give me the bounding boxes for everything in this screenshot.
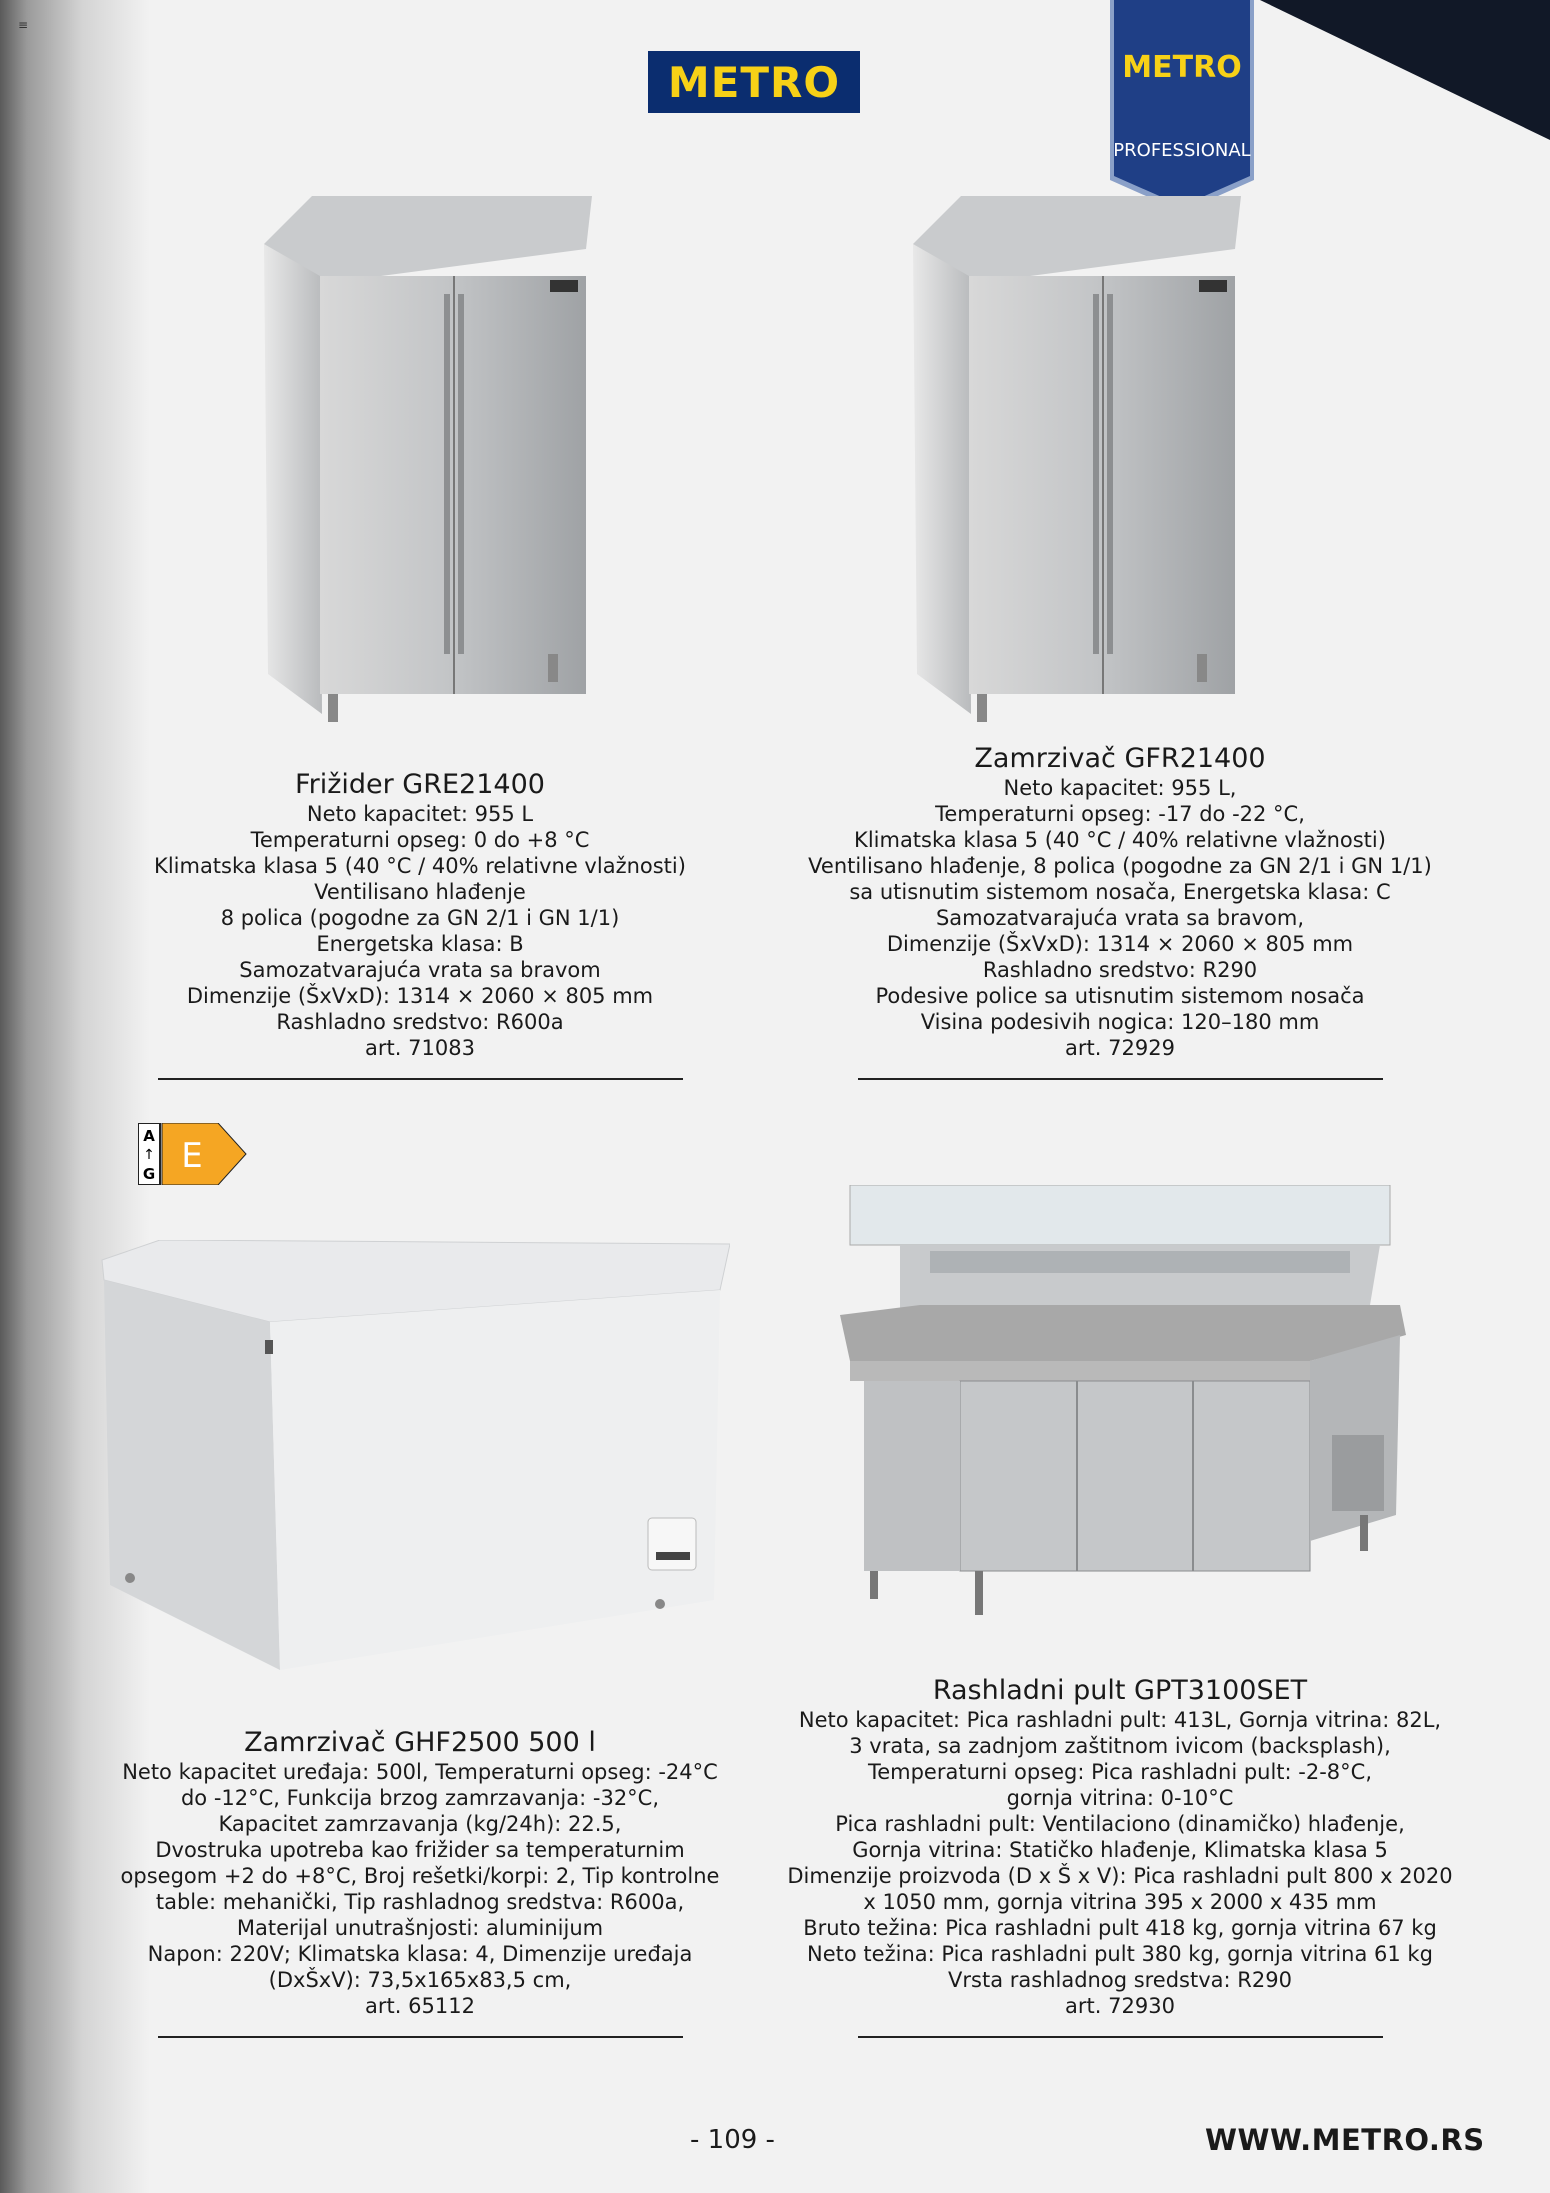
spec-line: Klimatska klasa 5 (40 °C / 40% relativne vlažnosti) <box>154 854 686 878</box>
spec-line: Bruto težina: Pica rashladni pult 418 kg, gornja vitrina 67 kg <box>803 1916 1437 1940</box>
spec-line: gornja vitrina: 0-10°C <box>1006 1786 1234 1810</box>
spec-line: opsegom +2 do +8°C, Broj rešetki/korpi: 2, Tip kontrolne <box>120 1864 720 1888</box>
menu-icon[interactable]: ≡ <box>18 18 29 32</box>
metro-logo <box>648 51 860 113</box>
spec-line: table: mehanički, Tip rashladnog sredstva: R600a, <box>155 1890 685 1914</box>
energy-scale-bottom: G <box>142 1165 156 1183</box>
logo-text: METRO <box>667 57 841 107</box>
spec-line: Visina podesivih nogica: 120–180 mm <box>920 1010 1320 1034</box>
spec-line: sa utisnutim sistemom nosača, Energetska klasa: C <box>849 880 1391 904</box>
spec-line: Rashladno sredstvo: R290 <box>982 958 1258 982</box>
corner-decoration <box>1260 0 1550 140</box>
article-number: art. 72930 <box>1065 1994 1175 2018</box>
divider <box>858 2036 1383 2038</box>
spec-line: Neto kapacitet uređaja: 500l, Temperaturni opseg: -24°C <box>122 1760 718 1784</box>
article-number: art. 65112 <box>365 1994 475 2018</box>
spec-line: Samozatvarajuća vrata sa bravom, <box>935 906 1305 930</box>
spec-line: Ventilisano hlađenje <box>314 880 526 904</box>
spec-line: Neto kapacitet: 955 L, <box>1003 776 1237 800</box>
product-caption-ghf2500 <box>110 1728 730 2019</box>
chest-freezer-ghf2500-image <box>100 1240 730 1680</box>
product-caption-gfr21400 <box>790 744 1450 1061</box>
spec-line: Materijal unutrašnjosti: aluminijum <box>236 1916 604 1940</box>
spec-line: 3 vrata, sa zadnjom zaštitnom ivicom (backsplash), <box>849 1734 1391 1758</box>
divider <box>158 2036 683 2038</box>
product-title: Zamrzivač GFR21400 <box>974 743 1266 774</box>
spec-line: Vrsta rashladnog sredstva: R290 <box>948 1968 1292 1992</box>
energy-scale-top: A <box>143 1127 155 1145</box>
spec-line: Kapacitet zamrzavanja (kg/24h): 22.5, <box>218 1812 622 1836</box>
metro-professional-badge <box>1106 0 1258 212</box>
spec-line: Napon: 220V; Klimatska klasa: 4, Dimenzije uređaja <box>147 1942 693 1966</box>
spec-line: Rashladno sredstvo: R600a <box>276 1010 564 1034</box>
spec-line: Podesive police sa utisnutim sistemom nosača <box>875 984 1365 1008</box>
spec-line: x 1050 mm, gornja vitrina 395 x 2000 x 435 mm <box>863 1890 1377 1914</box>
spec-line: Neto kapacitet: 955 L <box>306 802 534 826</box>
product-caption-gre21400 <box>140 770 700 1061</box>
spec-line: Pica rashladni pult: Ventilaciono (dinamičko) hlađenje, <box>835 1812 1405 1836</box>
footer-url-link[interactable]: WWW.METRO.RS <box>1205 2123 1485 2157</box>
spec-line: Neto kapacitet: Pica rashladni pult: 413L, Gornja vitrina: 82L, <box>798 1708 1442 1732</box>
spec-line: Dimenzije (ŠxVxD): 1314 × 2060 × 805 mm <box>886 932 1354 956</box>
product-title: Rashladni pult GPT3100SET <box>932 1675 1308 1706</box>
badge-brand: METRO <box>1122 50 1242 85</box>
spec-line: (DxŠxV): 73,5x165x83,5 cm, <box>268 1968 572 1992</box>
spec-line: Temperaturni opseg: 0 do +8 °C <box>250 828 590 852</box>
article-number: art. 72929 <box>1065 1036 1175 1060</box>
svg-text:↑: ↑ <box>143 1147 155 1163</box>
pizza-counter-gpt3100set-image <box>840 1185 1410 1630</box>
spec-line: Klimatska klasa 5 (40 °C / 40% relativne vlažnosti) <box>854 828 1386 852</box>
divider <box>858 1078 1383 1080</box>
spec-line: do -12°C, Funkcija brzog zamrzavanja: -32°C, <box>180 1786 660 1810</box>
spec-line: Temperaturni opseg: Pica rashladni pult: -2-8°C, <box>867 1760 1373 1784</box>
spec-line: Samozatvarajuća vrata sa bravom <box>239 958 601 982</box>
spec-line: Temperaturni opseg: -17 do -22 °C, <box>935 802 1305 826</box>
article-number: art. 71083 <box>365 1036 475 1060</box>
spec-line: Ventilisano hlađenje, 8 polica (pogodne za GN 2/1 i GN 1/1) <box>808 854 1432 878</box>
freezer-gfr21400-image <box>911 194 1241 729</box>
energy-class: E <box>181 1136 203 1176</box>
divider <box>158 1078 683 1080</box>
spec-line: Dimenzije (ŠxVxD): 1314 × 2060 × 805 mm <box>186 984 654 1008</box>
product-title: Frižider GRE21400 <box>295 769 545 800</box>
spec-line: Gornja vitrina: Statičko hlađenje, Klimatska klasa 5 <box>852 1838 1388 1862</box>
fridge-gre21400-image <box>262 194 592 729</box>
spec-line: Dimenzije proizvoda (D x Š x V): Pica rashladni pult 800 x 2020 <box>787 1864 1453 1888</box>
energy-label <box>138 1123 248 1185</box>
spec-line: Energetska klasa: B <box>316 932 524 956</box>
badge-shape <box>1106 0 1258 212</box>
page-number: - 109 - <box>690 2125 775 2155</box>
spec-line: 8 polica (pogodne za GN 2/1 i GN 1/1) <box>220 906 620 930</box>
spec-line: Neto težina: Pica rashladni pult 380 kg, gornja vitrina 61 kg <box>807 1942 1433 1966</box>
product-caption-gpt3100set <box>770 1676 1470 2019</box>
spec-line: Dvostruka upotreba kao frižider sa temperaturnim <box>155 1838 685 1862</box>
badge-subtitle: PROFESSIONAL <box>1113 140 1251 161</box>
product-title: Zamrzivač GHF2500 500 l <box>244 1727 596 1758</box>
